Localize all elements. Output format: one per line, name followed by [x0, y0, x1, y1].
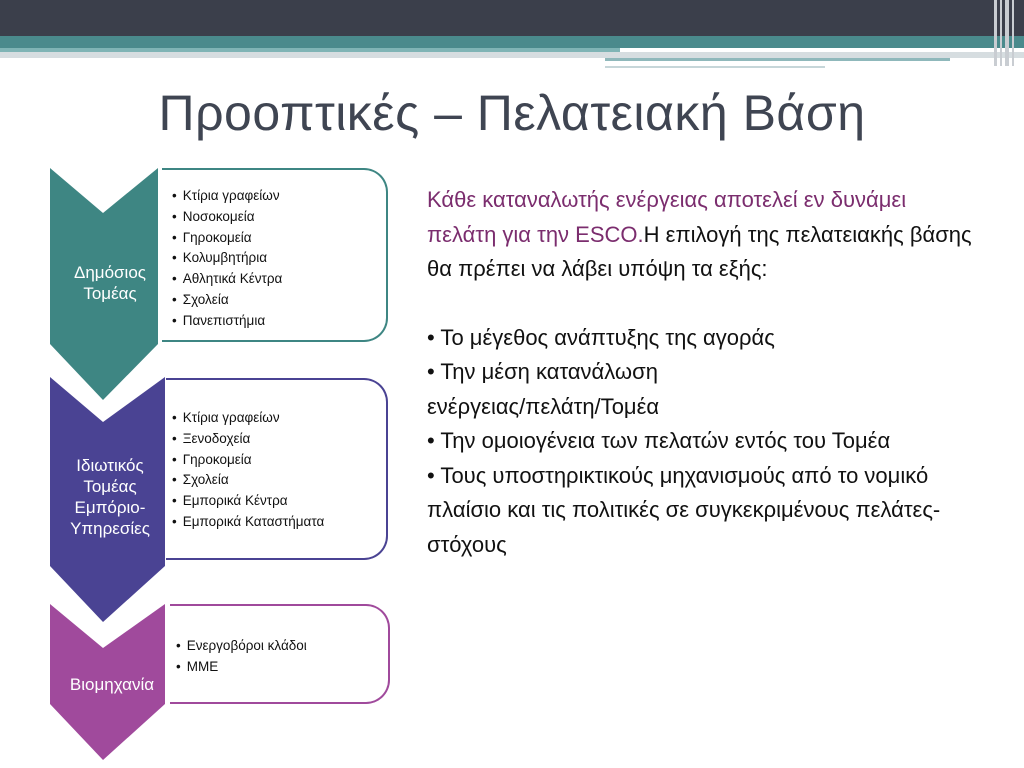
list-item: • Εμπορικά Κέντρα — [172, 491, 386, 512]
bullet-item: • Τους υποστηρικτικούς μηχανισμούς από το νομικό πλαίσιο και τις πολιτικές σε συγκεκριμένους πελάτες-στόχους — [427, 462, 941, 557]
body-text — [427, 183, 1007, 562]
header-line-2 — [605, 66, 825, 68]
list-item: • Πανεπιστήμια — [172, 311, 386, 332]
list-item: • Κτίρια γραφείων — [172, 408, 386, 429]
list-item: • Κολυμβητήρια — [172, 248, 386, 269]
sector-box-private — [166, 378, 388, 560]
sector-list-private — [172, 408, 386, 533]
page-title: Προοπτικές – Πελατειακή Βάση — [158, 85, 866, 141]
list-item: • Αθλητικά Κέντρα — [172, 269, 386, 290]
list-item: • Σχολεία — [172, 290, 386, 311]
list-item: • ΜΜΕ — [176, 657, 388, 678]
header-line-1 — [605, 58, 950, 61]
bullet-item: • Το μέγεθος ανάπτυξης της αγοράς — [427, 324, 775, 350]
list-item: • Γηροκομεία — [172, 450, 386, 471]
list-item: • Ξενοδοχεία — [172, 429, 386, 450]
sector-list-public — [172, 186, 386, 332]
intro-accent: Κάθε καταναλωτής ενέργειας αποτελεί εν δυνάμει πελάτη για την ESCO. — [427, 187, 907, 247]
bullet-item: • Την ομοιογένεια των πελατών εντός του Τομέα — [427, 428, 891, 453]
sector-box-public — [162, 168, 388, 342]
sector-label-private: Ιδιωτικός Τομέας Εμπόριο- Υπηρεσίες — [70, 456, 150, 538]
intro-paragraph — [427, 183, 972, 287]
header-vertical-lines — [994, 0, 1016, 66]
list-item: • Εμπορικά Καταστήματα — [172, 512, 386, 533]
list-item: • Ενεργοβόροι κλάδοι — [176, 636, 388, 657]
sector-box-industry — [170, 604, 390, 704]
list-item: • Σχολεία — [172, 470, 386, 491]
list-item: • Γηροκομεία — [172, 228, 386, 249]
sector-label-public: Δημόσιος Τομέας — [74, 263, 146, 303]
intro-rest: Η επιλογή της πελατειακής βάσης θα πρέπει να λάβει υπόψη τα εξής: — [427, 221, 972, 281]
list-item: • Νοσοκομεία — [172, 207, 386, 228]
list-item: • Κτίρια γραφείων — [172, 186, 386, 207]
sector-label-industry: Βιομηχανία — [69, 675, 155, 694]
sector-list-industry — [176, 636, 388, 678]
bullet-item: • Την μέση κατανάλωση ενέργειας/πελάτη/Τομέα — [427, 359, 660, 419]
